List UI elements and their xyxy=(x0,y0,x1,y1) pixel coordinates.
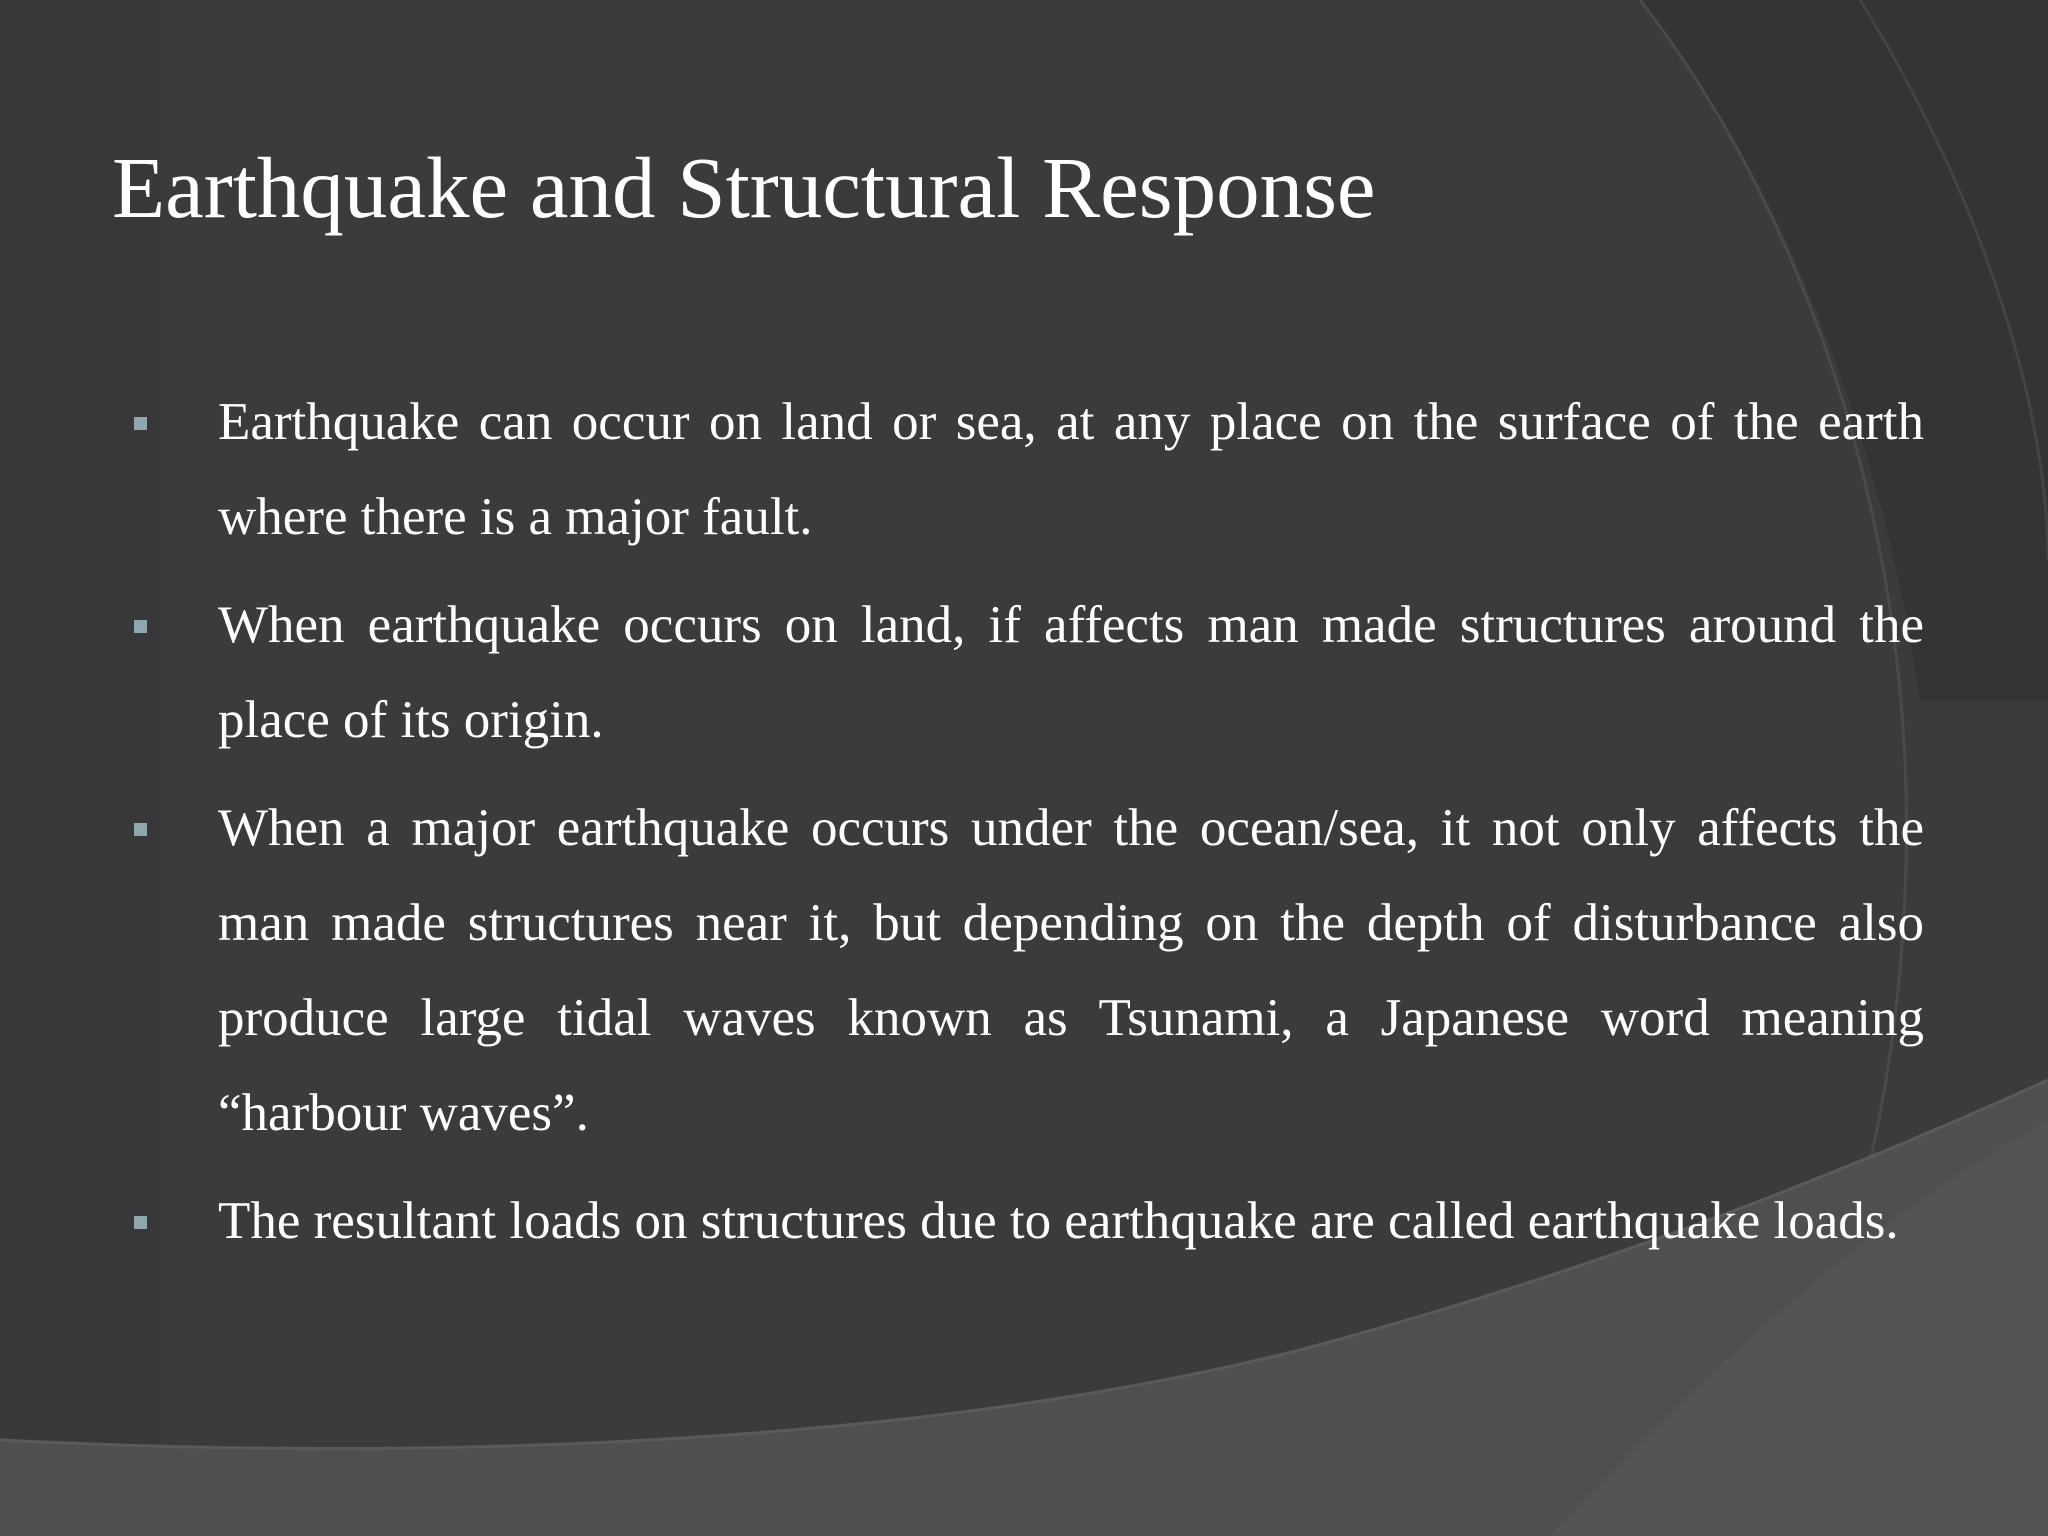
bullet-item xyxy=(0,1174,2048,1269)
square-bullet-icon xyxy=(134,620,147,633)
square-bullet-icon xyxy=(134,823,147,836)
bullet-list xyxy=(0,375,2048,1282)
bullet-item xyxy=(0,375,2048,565)
bullet-text: When a major earthquake occurs under the ocean/sea, it not only affects the man made structures near it, but depending on the depth of disturbance also produce large tidal waves known as Tsunami, a Japanese word meaning “harbour waves”. xyxy=(218,799,1924,1142)
square-bullet-icon xyxy=(134,1216,147,1229)
square-bullet-icon xyxy=(134,417,147,430)
bullet-item xyxy=(0,781,2048,1161)
bullet-item xyxy=(0,578,2048,768)
bullet-text: The resultant loads on structures due to earthquake are called earthquake loads. xyxy=(218,1192,1899,1250)
slide-title: Earthquake and Structural Response xyxy=(112,139,1376,236)
bullet-text: Earthquake can occur on land or sea, at any place on the surface of the earth where there is a major fault. xyxy=(218,393,1924,546)
bullet-text: When earthquake occurs on land, if affects man made structures around the place of its origin. xyxy=(218,596,1924,749)
